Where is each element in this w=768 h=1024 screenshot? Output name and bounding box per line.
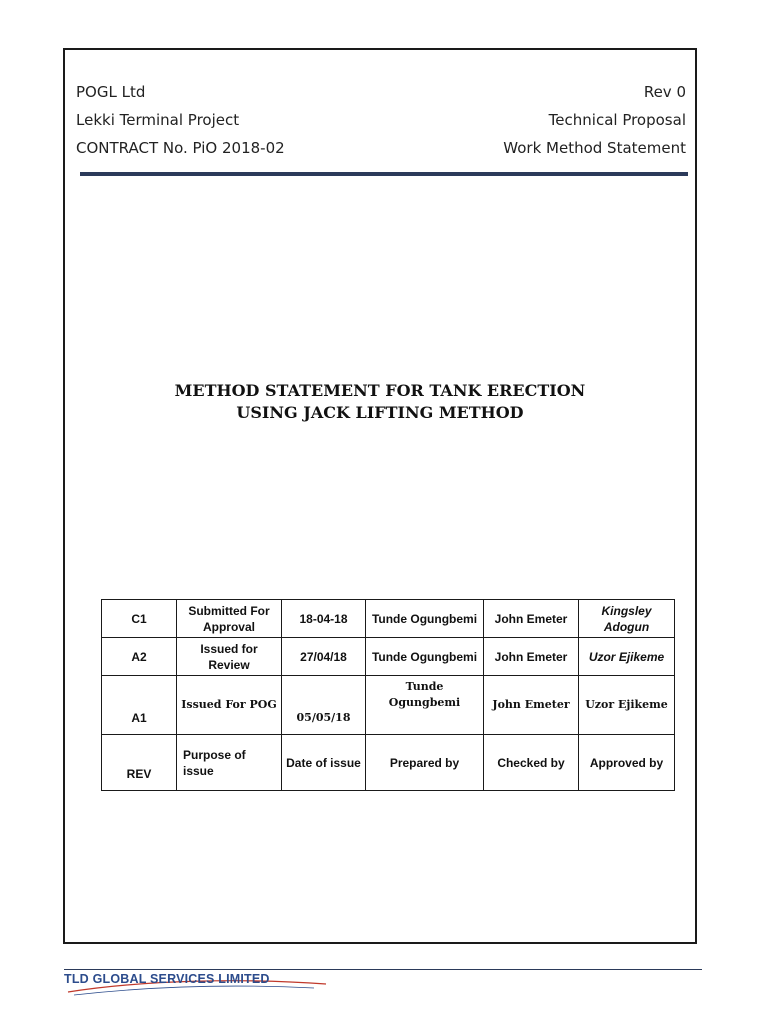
rev-cell: A1 bbox=[102, 676, 177, 735]
checked-by-cell: John Emeter bbox=[484, 600, 579, 638]
page-border bbox=[63, 48, 697, 944]
header-right bbox=[503, 78, 686, 162]
checked-by-header: Checked by bbox=[484, 735, 579, 791]
title-line-2: USING JACK LIFTING METHOD bbox=[236, 403, 524, 422]
table-row bbox=[102, 600, 675, 638]
header-left bbox=[76, 78, 285, 162]
prepared-by-cell: Tunde Ogungbemi bbox=[366, 638, 484, 676]
document-subtype: Work Method Statement bbox=[503, 139, 686, 157]
project-name: Lekki Terminal Project bbox=[76, 111, 240, 129]
table-header-row bbox=[102, 735, 675, 791]
prepared-by-header: Prepared by bbox=[366, 735, 484, 791]
date-header: Date of issue bbox=[282, 735, 366, 791]
rev-cell: C1 bbox=[102, 600, 177, 638]
rev-header: REV bbox=[102, 735, 177, 791]
date-cell: 18-04-18 bbox=[282, 600, 366, 638]
contract-number: CONTRACT No. PiO 2018-02 bbox=[76, 139, 285, 157]
table-row bbox=[102, 676, 675, 735]
rev-cell: A2 bbox=[102, 638, 177, 676]
purpose-cell: Issued For POG bbox=[177, 676, 282, 735]
company-name: POGL Ltd bbox=[76, 83, 146, 101]
checked-by-cell: John Emeter bbox=[484, 676, 579, 735]
approved-by-header: Approved by bbox=[579, 735, 675, 791]
approved-by-cell: Uzor Ejikeme bbox=[579, 676, 675, 735]
document-type: Technical Proposal bbox=[548, 111, 686, 129]
prepared-by-cell: Tunde Ogungbemi bbox=[366, 600, 484, 638]
checked-by-cell: John Emeter bbox=[484, 638, 579, 676]
date-cell: 27/04/18 bbox=[282, 638, 366, 676]
approved-by-cell: Kingsley Adogun bbox=[579, 600, 675, 638]
title-line-1: METHOD STATEMENT FOR TANK ERECTION bbox=[174, 381, 586, 400]
date-cell: 05/05/18 bbox=[282, 676, 366, 735]
footer-company-name: TLD GLOBAL SERVICES LIMITED bbox=[64, 972, 270, 986]
table-row bbox=[102, 638, 675, 676]
purpose-cell: Submitted For Approval bbox=[177, 600, 282, 638]
prepared-by-cell: Tunde Ogungbemi bbox=[366, 676, 484, 735]
approved-by-cell: Uzor Ejikeme bbox=[579, 638, 675, 676]
revision-table bbox=[101, 599, 675, 791]
document-title bbox=[63, 380, 697, 424]
purpose-cell: Issued for Review bbox=[177, 638, 282, 676]
purpose-header: Purpose of issue bbox=[177, 735, 282, 791]
revision-label: Rev 0 bbox=[643, 83, 686, 101]
header-divider bbox=[80, 172, 688, 176]
